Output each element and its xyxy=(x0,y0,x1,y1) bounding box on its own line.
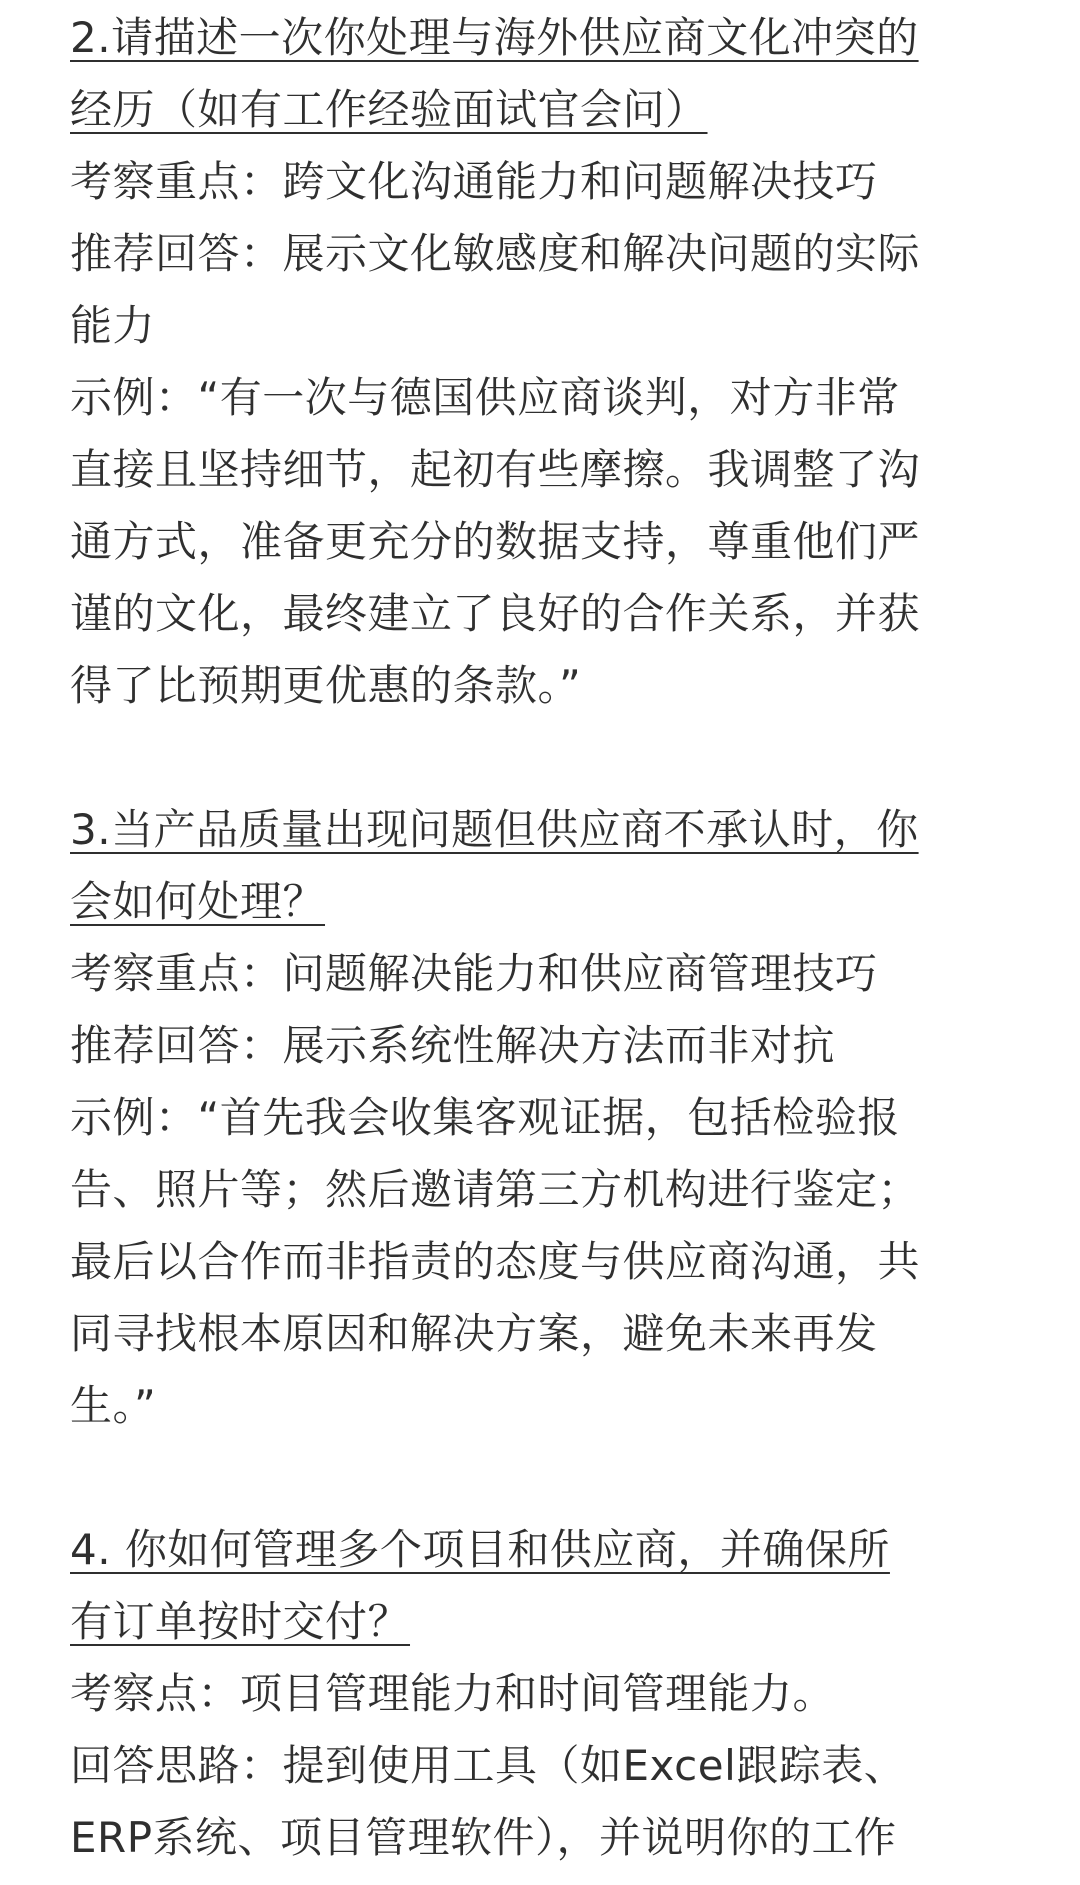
example-line: 得了比预期更优惠的条款。” xyxy=(70,661,582,710)
example-line: 谨的文化，最终建立了良好的合作关系，并获 xyxy=(70,589,921,638)
section-q2 xyxy=(70,2,1010,722)
section-q4 xyxy=(70,1514,1010,1874)
section-q3 xyxy=(70,794,1010,1442)
answer-approach-line: 回答思路：提到使用工具（如Excel跟踪表、 xyxy=(70,1741,907,1790)
question-title-line: 2.请描述一次你处理与海外供应商文化冲突的 xyxy=(70,13,919,62)
recommended-answer-line: 能力 xyxy=(70,301,156,350)
example-line: 同寻找根本原因和解决方案，避免未来再发 xyxy=(70,1309,878,1358)
question-title-line: 会如何处理？ xyxy=(70,877,326,926)
example-line: 告、照片等；然后邀请第三方机构进行鉴定； xyxy=(70,1165,921,1214)
example-line: 生。” xyxy=(70,1381,157,1430)
document-body xyxy=(70,0,1010,1874)
example-line: 直接且坚持细节，起初有些摩擦。我调整了沟 xyxy=(70,445,921,494)
example-line: 最后以合作而非指责的态度与供应商沟通，共 xyxy=(70,1237,921,1286)
example-line: 通方式，准备更充分的数据支持，尊重他们严 xyxy=(70,517,921,566)
question-title-line: 经历（如有工作经验面试官会问） xyxy=(70,85,708,134)
recommended-answer-line: 推荐回答：展示文化敏感度和解决问题的实际 xyxy=(70,229,921,278)
example-line: 示例：“有一次与德国供应商谈判，对方非常 xyxy=(70,373,900,422)
question-title-line: 3.当产品质量出现问题但供应商不承认时，你 xyxy=(70,805,919,854)
question-title-line: 4. 你如何管理多个项目和供应商，并确保所 xyxy=(70,1525,890,1574)
focus-line: 考察重点：问题解决能力和供应商管理技巧 xyxy=(70,949,878,998)
paragraph-gap xyxy=(70,1442,1010,1514)
question-title-line: 有订单按时交付？ xyxy=(70,1597,411,1646)
example-line: 示例：“首先我会收集客观证据，包括检验报 xyxy=(70,1093,900,1142)
focus-line: 考察点：项目管理能力和时间管理能力。 xyxy=(70,1669,836,1718)
recommended-answer-line: 推荐回答：展示系统性解决方法而非对抗 xyxy=(70,1021,836,1070)
focus-line: 考察重点：跨文化沟通能力和问题解决技巧 xyxy=(70,157,878,206)
answer-approach-line: ERP系统、项目管理软件），并说明你的工作 xyxy=(70,1813,897,1862)
paragraph-gap xyxy=(70,722,1010,794)
